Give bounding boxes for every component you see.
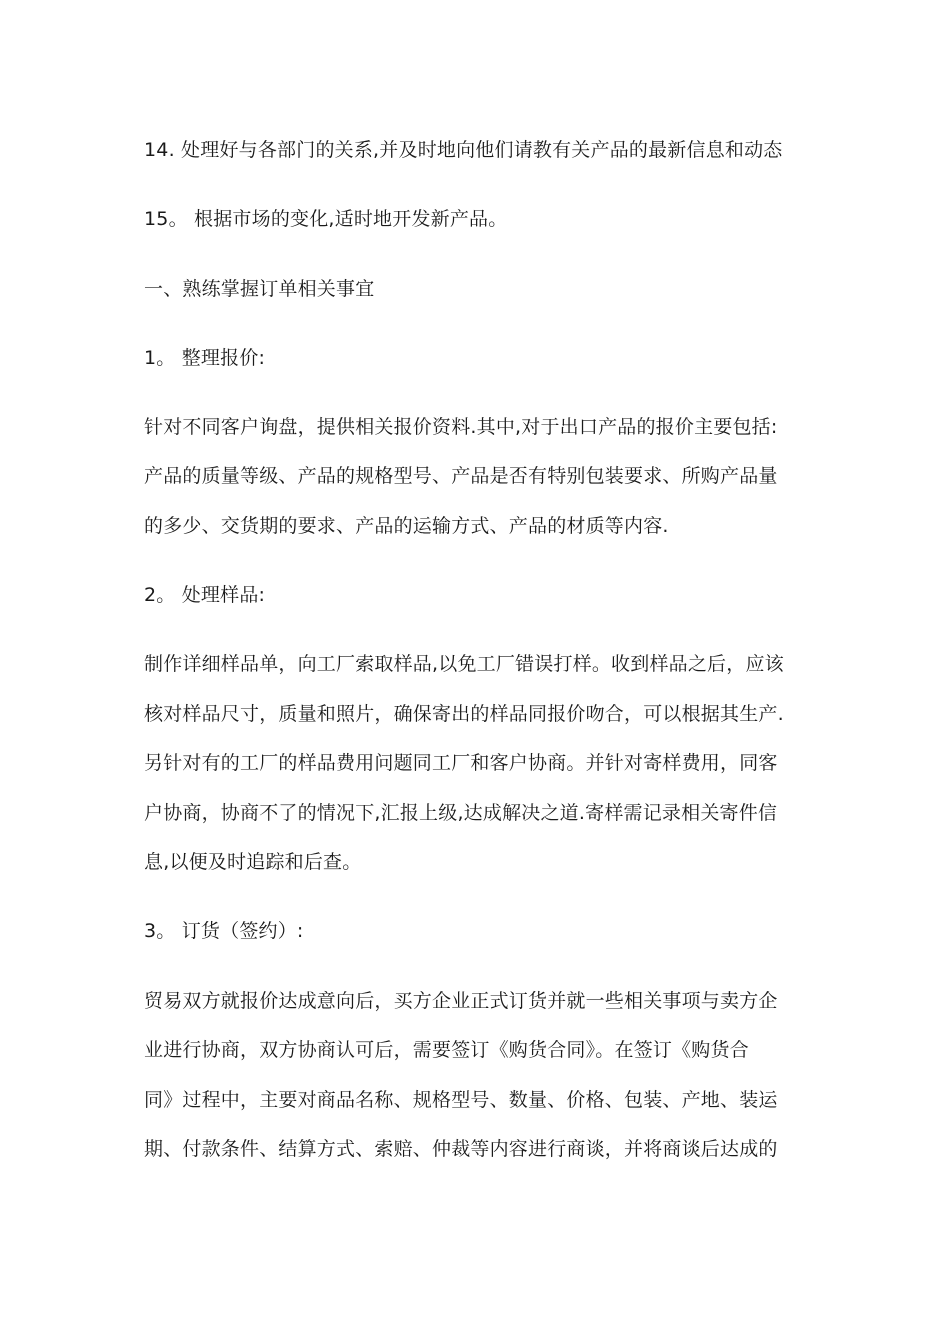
paragraph-line: 针对不同客户询盘，提供相关报价资料.其中,对于出口产品的报价主要包括: (144, 416, 778, 438)
subheading-quotation: 1。 整理报价: (144, 347, 266, 369)
paragraph-line: 期、付款条件、结算方式、索赔、仲裁等内容进行商谈，并将商谈后达成的 (144, 1138, 778, 1160)
paragraph-line: 贸易双方就报价达成意向后，买方企业正式订货并就一些相关事项与卖方企 (144, 990, 778, 1012)
paragraph-line: 产品的质量等级、产品的规格型号、产品是否有特别包装要求、所购产品量 (144, 465, 778, 487)
paragraph-line: 的多少、交货期的要求、产品的运输方式、产品的材质等内容. (144, 515, 669, 537)
paragraph-line: 息,以便及时追踪和后查。 (144, 851, 362, 873)
list-item-14: 14. 处理好与各部门的关系,并及时地向他们请教有关产品的最新信息和动态 (144, 139, 783, 161)
paragraph-line: 业进行协商，双方协商认可后，需要签订《购货合同》。在签订《购货合 (144, 1039, 749, 1061)
paragraph-line: 制作详细样品单，向工厂索取样品,以免工厂错误打样。收到样品之后，应该 (144, 653, 784, 675)
section-heading: 一、熟练掌握订单相关事宜 (144, 278, 375, 300)
list-item-15: 15。 根据市场的变化,适时地开发新产品。 (144, 208, 508, 230)
paragraph-line: 核对样品尺寸，质量和照片，确保寄出的样品同报价吻合，可以根据其生产. (144, 703, 784, 725)
paragraph-line: 另针对有的工厂的样品费用问题同工厂和客户协商。并针对寄样费用，同客 (144, 752, 778, 774)
paragraph-line: 同》过程中，主要对商品名称、规格型号、数量、价格、包装、产地、装运 (144, 1089, 778, 1111)
subheading-ordering: 3。 订货（签约）: (144, 920, 304, 942)
subheading-samples: 2。 处理样品: (144, 584, 266, 606)
paragraph-line: 户协商，协商不了的情况下,汇报上级,达成解决之道.寄样需记录相关寄件信 (144, 802, 778, 824)
